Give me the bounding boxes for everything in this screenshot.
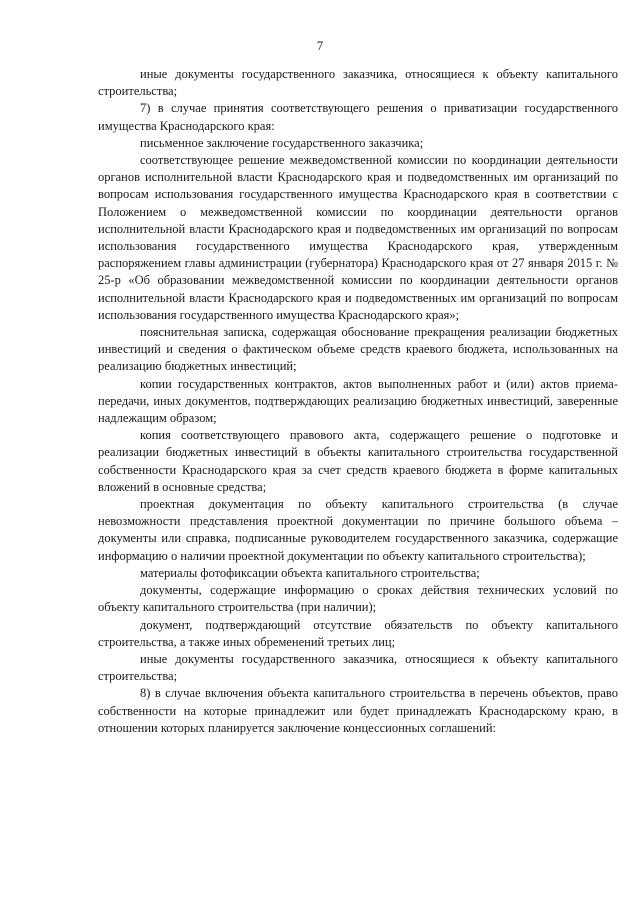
paragraph-commission-decision: соответствующее решение межведомственной комиссии по координации деятельности органов исполнительной власти Краснодарского края и подведомственных им организаций по вопросам использования государственного имущества Краснодарского края в соответствии с Положением о межведомственной комиссии по координации деятельности органов исполнительной власти Краснодарского края и подведомственных им организаций по вопросам использования государственного имущества Краснодарского края, утвержденным распоряжением главы администрации (губернатора) Краснодарского края от 27 января 2015 г. № 25-р «Об образовании межведомственной комиссии по координации деятельности органов исполнительной власти Краснодарского края и подведомственных им организаций по вопросам использования государственного имущества Краснодарского края»;	[98, 153, 618, 322]
paragraph-other-documents-2: иные документы государственного заказчика, относящиеся к объекту капитального строительства;	[98, 651, 618, 684]
paragraph-technical-conditions: документы, содержащие информацию о сроках действия технических условий по объекту капитального строительства (при наличии);	[98, 583, 618, 615]
paragraph-written-conclusion: письменное заключение государственного заказчика;	[140, 135, 424, 150]
page-number: 7	[316, 38, 324, 53]
paragraph-contract-copies: копии государственных контрактов, актов выполненных работ и (или) актов приема-передачи, иных документов, подтверждающих реализацию бюджетных инвестиций, заверенные надлежащим образом;	[98, 376, 618, 426]
paragraph-legal-act-copy: копия соответствующего правового акта, содержащего решение о подготовке и реализации бюджетных инвестиций в объекты капитального строительства государственной собственности Краснодарского края за счет средств краевого бюджета в форме капитальных вложений в основные средства;	[98, 428, 618, 494]
paragraph-no-obligations: документ, подтверждающий отсутствие обязательств по объекту капитального строительства, а также иных обременений третьих лиц;	[98, 617, 618, 649]
paragraph-item-8-concession: 8) в случае включения объекта капитального строительства в перечень объектов, право собственности на которые принадлежит или будет принадлежать Краснодарскому краю, в отношении которых планируется заключение концессионных соглашений:	[98, 686, 618, 735]
paragraph-explanatory-note: пояснительная записка, содержащая обоснование прекращения реализации бюджетных инвестиций и сведения о фактическом объеме средств краевого бюджета, использованных на реализацию бюджетных инвестиций;	[98, 325, 618, 374]
paragraph-project-documentation: проектная документация по объекту капитального строительства (в случае невозможности представления проектной документации по причине большого объема – документы или справка, подписанные руководителем государственного заказчика, содержащие информацию о наличии проектной документации по объекту капитального строительства);	[98, 497, 618, 563]
document-body	[98, 66, 618, 737]
paragraph-photo-materials: материалы фотофиксации объекта капитального строительства;	[140, 565, 480, 580]
paragraph-other-documents-1: иные документы государственного заказчика, относящиеся к объекту капитального строительства;	[98, 67, 618, 99]
paragraph-item-7-privatization: 7) в случае принятия соответствующего решения о приватизации государственного имущества Краснодарского края:	[98, 101, 618, 133]
